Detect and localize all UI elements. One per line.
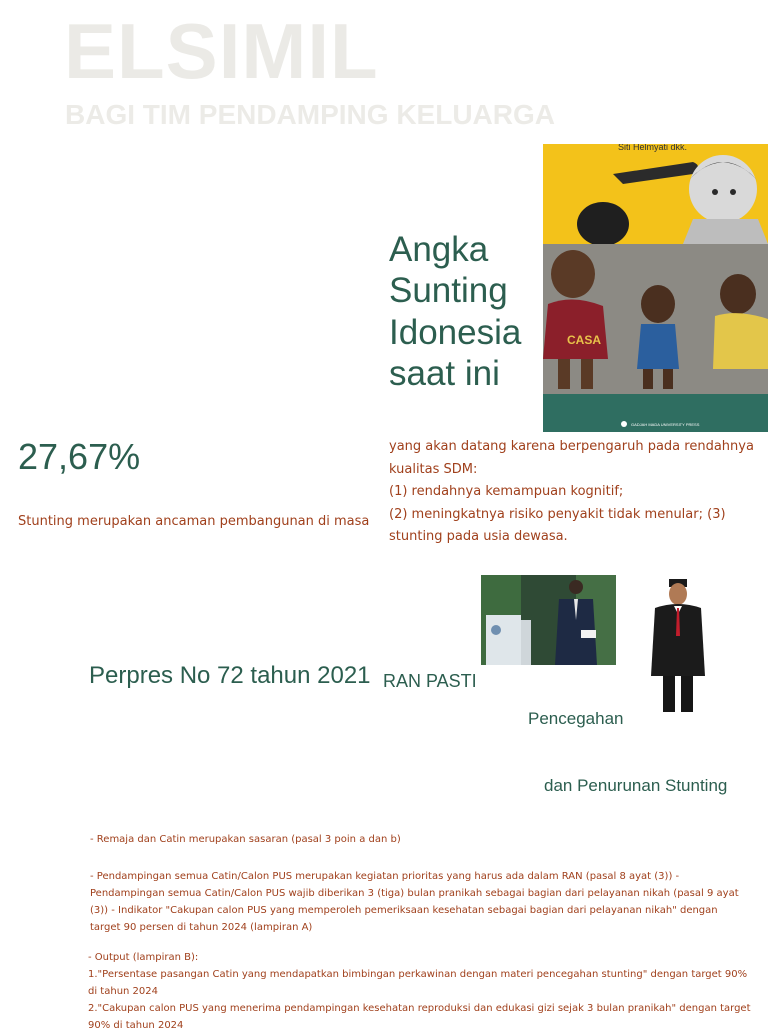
impact-line: (2) meningkatnya risiko penyakit tidak menular; (3) stunting pada usia dewasa. [389, 506, 726, 544]
stunting-impact-text [389, 436, 759, 549]
note-target: - Remaja dan Catin merupakan sasaran (pasal 3 poin a dan b) [90, 834, 401, 845]
impact-line: yang akan datang karena berpengaruh pada rendahnya kualitas SDM: [389, 439, 754, 477]
cover-shirt-text: CASA [567, 333, 602, 347]
heading-line: Idonesia [389, 312, 522, 352]
penurunan-label: dan Penurunan Stunting [544, 776, 728, 795]
watermark-title: ELSIMIL [64, 7, 379, 95]
official-portrait [647, 576, 709, 713]
stunting-rate: 27,67% [18, 436, 141, 477]
output-title: - Output (lampiran B): [88, 952, 199, 963]
heading-line: saat ini [389, 353, 500, 393]
perpres-label: Perpres No 72 tahun 2021 [89, 662, 371, 689]
cover-publisher: GADJAH MADA UNIVERSITY PRESS [631, 422, 700, 427]
note-output [88, 949, 758, 1034]
heading-line: Angka [389, 230, 489, 269]
book-cover-image [543, 144, 768, 432]
output-item: 2."Cakupan calon PUS yang menerima pendampingan kesehatan reproduksi dan edukasi gizi sejak 3 bulan pranikah" dengan target 90% di tahun 2024 [88, 1003, 751, 1031]
cover-author: Siti Helmyati dkk. [618, 144, 688, 152]
note-pendampingan: - Pendampingan semua Catin/Calon PUS merupakan kegiatan prioritas yang harus ada dalam RAN (pasal 8 ayat (3)) - Pendampingan semua Catin/Calon PUS wajib diberikan 3 (tiga) bulan pranikah sebagai bagian dari pelayanan nikah (pasal 9 ayat (3)) - Indikator "Cakupan calon PUS yang memperoleh pemeriksaan kesehatan sebagai bagian dari pelayanan nikah" dengan target 90 persen di tahun 2024 (lampiran A) [90, 871, 739, 933]
section-heading [389, 229, 521, 394]
impact-line: (1) rendahnya kemampuan kognitif; [389, 484, 624, 499]
output-item: 1."Persentase pasangan Catin yang mendapatkan bimbingan perkawinan dengan materi pencegahan stunting" dengan target 90% di tahun 2024 [88, 969, 748, 997]
watermark-subtitle: BAGI TIM PENDAMPING KELUARGA [65, 99, 555, 130]
pencegahan-label: Pencegahan [528, 709, 624, 728]
ran-pasti-label: RAN PASTI [383, 671, 477, 691]
heading-line: Sunting [389, 271, 508, 311]
stunting-description: Stunting merupakan ancaman pembangunan di masa [18, 514, 370, 529]
president-speech-photo [481, 575, 616, 665]
